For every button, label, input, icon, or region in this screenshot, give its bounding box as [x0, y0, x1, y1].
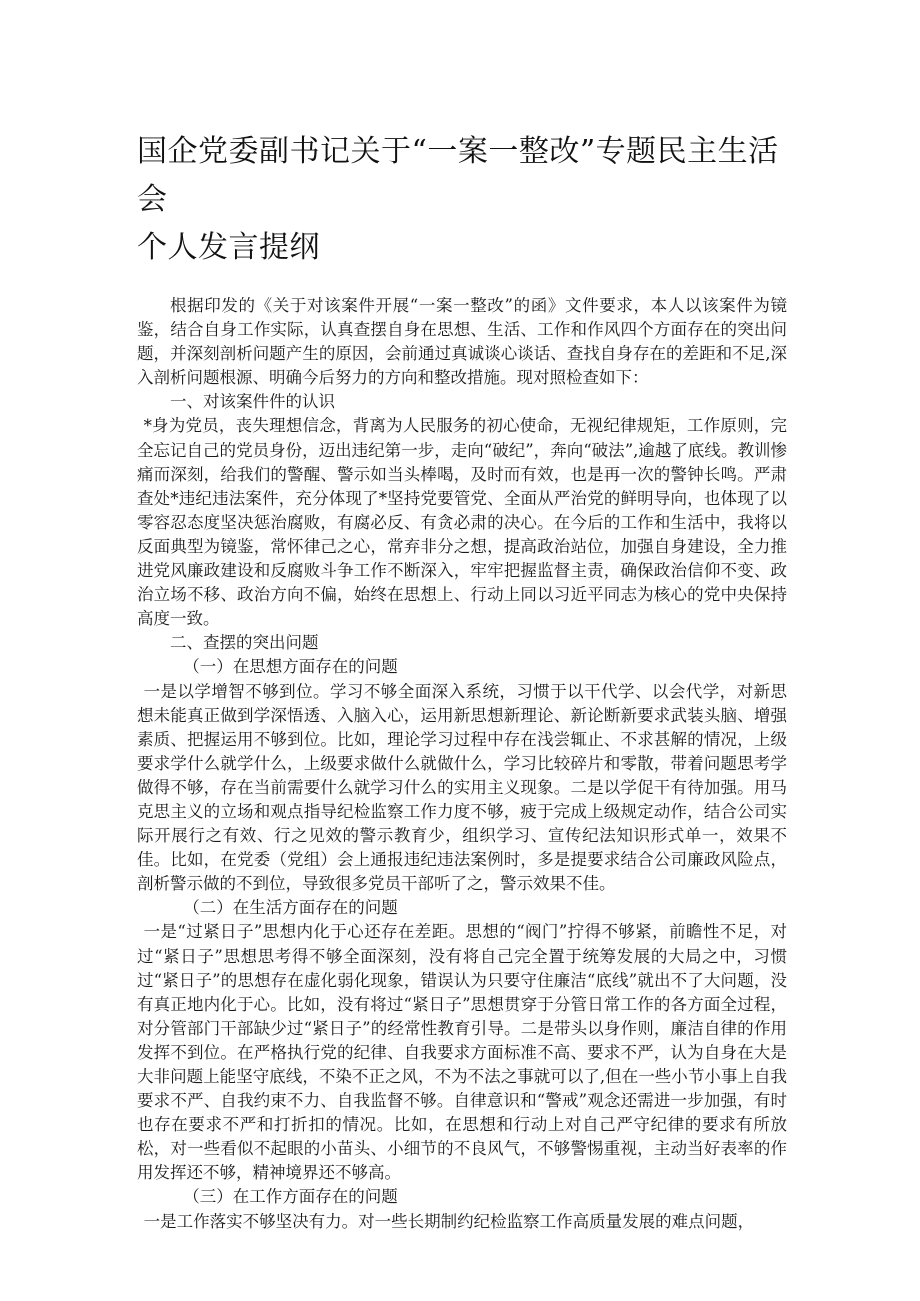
document-body	[137, 294, 787, 1234]
document-title	[137, 128, 787, 272]
section-2-heading: 二、查摆的突出问题	[170, 633, 319, 653]
subsection-1-paragraph: 一是以学增智不够到位。学习不够全面深入系统，习惯于以干代学、以会代学，对新思想未能真正做到学深悟透、入脑入心，运用新思想新理论、新论断新要求武装头脑、增强素质、把握运用不够到位。比如，理论学习过程中存在浅尝辄止、不求甚解的情况，上级要求学什么就学什么，上级要求做什么就做什么，学习比较碎片和零散，带着问题思考学做得不够，存在当前需要什么就学习什么的实用主义现象。二是以学促干有待加强。用马克思主义的立场和观点指导纪检监察工作力度不够，疲于完成上级规定动作，结合公司实际开展行之有效、行之见效的警示教育少，组织学习、宣传纪法知识形式单一，效果不佳。比如，在党委（党组）会上通报违纪违法案例时，多是提要求结合公司廉政风险点，剖析警示做的不到位，导致很多党员干部听了之，警示效果不佳。	[137, 681, 787, 894]
section-1-paragraph: *身为党员，丧失理想信念，背离为人民服务的初心使命，无视纪律规矩，工作原则，完全忘记自己的党员身份，迈出违纪第一步，走向“破纪”，奔向“破法”,逾越了底线。教训惨痛而深刻，给我们的警醒、警示如当头棒喝，及时而有效，也是再一次的警钟长鸣。严肃查处*违纪违法案件，充分体现了*坚持党要管党、全面从严治党的鲜明导向，也体现了以零容忍态度坚决惩治腐败，有腐必反、有贪必肃的决心。在今后的工作和生活中，我将以反面典型为镜鉴，常怀律己之心，常弃非分之想，提高政治站位，加强自身建设，全力推进党风廉政建设和反腐败斗争工作不断深入，牢牢把握监督主责，确保政治信仰不变、政治立场不移、政治方向不偏，始终在思想上、行动上同以习近平同志为核心的党中央保持高度一致。	[137, 416, 787, 629]
title-line-2: 个人发言提纲	[137, 230, 320, 265]
document-page	[137, 0, 787, 1234]
title-line-1: 国企党委副书记关于“一案一整改”专题民主生活会	[137, 134, 779, 217]
subsection-3-paragraph: 一是工作落实不够坚决有力。对一些长期制约纪检监察工作高质量发展的难点问题，	[143, 1211, 755, 1231]
subsection-3-heading: （三）在工作方面存在的问题	[183, 1187, 398, 1207]
subsection-2-heading: （二）在生活方面存在的问题	[183, 898, 398, 918]
intro-paragraph: 根据印发的《关于对该案件开展“一案一整改”的函》文件要求，本人以该案件为镜鉴，结合自身工作实际，认真查摆自身在思想、生活、工作和作风四个方面存在的突出问题，并深刻剖析问题产生的原因，会前通过真诚谈心谈话、查找自身存在的差距和不足,深入剖析问题根源、明确今后努力的方向和整改措施。现对照检查如下：	[137, 296, 787, 388]
section-1-heading: 一、对该案件件的认识	[170, 392, 335, 412]
subsection-2-paragraph: 一是“过紧日子”思想内化于心还存在差距。思想的“阀门”拧得不够紧，前瞻性不足，对过“紧日子”思想思考得不够全面深刻，没有将自己完全置于统筹发展的大局之中，习惯过“紧日子”的思想存在虚化弱化现象，错误认为只要守住廉洁“底线”就出不了大问题，没有真正地内化于心。比如，没有将过“紧日子”思想贯穿于分管日常工作的各方面全过程，对分管部门干部缺少过“紧日子”的经常性教育引导。二是带头以身作则，廉洁自律的作用发挥不到位。在严格执行党的纪律、自我要求方面标准不高、要求不严，认为自身在大是大非问题上能坚守底线，不染不正之风，不为不法之事就可以了,但在一些小节小事上自我要求不严、自我约束不力、自我监督不够。自律意识和“警戒”观念还需进一步加强，有时也存在要求不严和打折扣的情况。比如，在思想和行动上对自己严守纪律的要求有所放松，对一些看似不起眼的小苗头、小细节的不良风气，不够警惕重视，主动当好表率的作用发挥还不够，精神境界还不够高。	[137, 922, 787, 1183]
subsection-1-heading: （一）在思想方面存在的问题	[183, 657, 398, 677]
